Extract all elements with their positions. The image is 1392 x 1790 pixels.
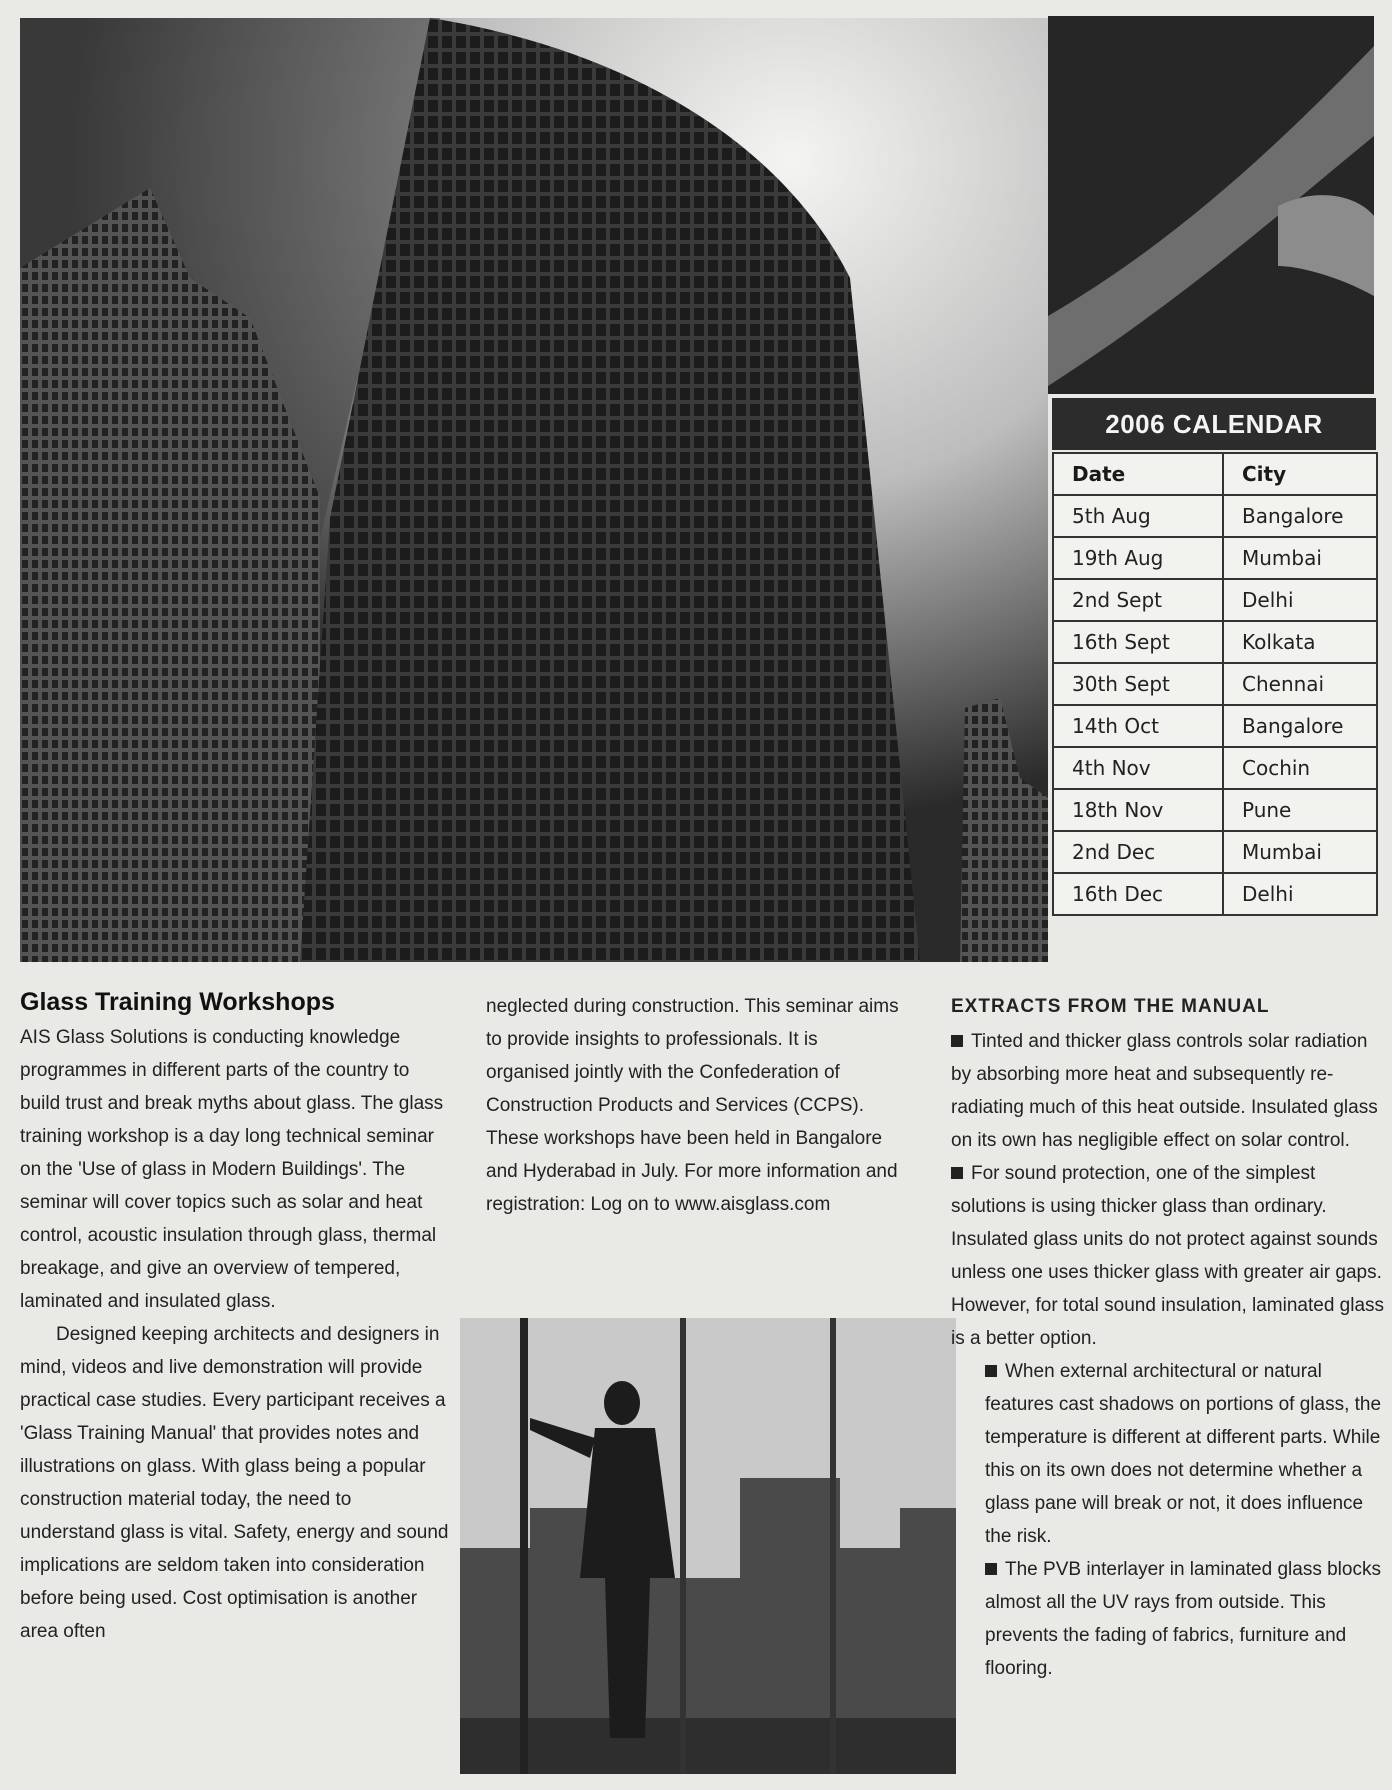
article-paragraph: Designed keeping architects and designers in mind, videos and live demonstration will provide practical case studies. Every participant receives a 'Glass Training Manual' that provides notes and illustrations on glass. With glass being a popular construction material today, the need to understand glass is vital. Safety, energy and sound implications are seldom taken into consideration before being used. Cost optimisation is another area often <box>20 1324 449 1642</box>
calendar-header-row <box>1053 453 1377 495</box>
calendar-row <box>1053 789 1377 831</box>
extract-text: For sound protection, one of the simplest solutions is using thicker glass than ordinary. Insulated glass units do not protect against sounds unless one uses thicker glass with greater air gaps. However, for total sound insulation, laminated glass is a better option. <box>951 1163 1385 1349</box>
calendar-row <box>1053 621 1377 663</box>
building-photo <box>20 18 1048 962</box>
calendar-row <box>1053 495 1377 537</box>
calendar-city: Pune <box>1223 789 1377 831</box>
calendar-city: Delhi <box>1223 873 1377 915</box>
calendar-row <box>1053 705 1377 747</box>
calendar-row <box>1053 747 1377 789</box>
calendar-header-date: Date <box>1053 453 1223 495</box>
extract-item <box>951 1355 1391 1553</box>
article-paragraph: AIS Glass Solutions is conducting knowledge programmes in different parts of the country to build trust and break myths about glass. The glass training workshop is a day long technical seminar on the 'Use of glass in Modern Buildings'. The seminar will cover topics such as solar and heat control, acoustic insulation through glass, thermal breakage, and give an overview of tempered, laminated and insulated glass. <box>20 1027 444 1312</box>
extract-item <box>951 1157 1391 1355</box>
calendar-city: Bangalore <box>1223 495 1377 537</box>
calendar-city: Bangalore <box>1223 705 1377 747</box>
calendar-title: 2006 CALENDAR <box>1052 398 1376 450</box>
square-bullet-icon <box>985 1563 997 1575</box>
calendar-row <box>1053 537 1377 579</box>
extracts-column <box>951 990 1391 1685</box>
calendar-row <box>1053 873 1377 915</box>
calendar-header-city: City <box>1223 453 1377 495</box>
extract-text: Tinted and thicker glass controls solar radiation by absorbing more heat and subsequently re-radiating much of this heat outside. Insulated glass on its own has negligible effect on solar control. <box>951 1031 1378 1151</box>
square-bullet-icon <box>951 1035 963 1047</box>
calendar-city: Delhi <box>1223 579 1377 621</box>
calendar-row <box>1053 831 1377 873</box>
calendar-date: 18th Nov <box>1053 789 1223 831</box>
extracts-heading: EXTRACTS FROM THE MANUAL <box>951 996 1270 1017</box>
square-bullet-icon <box>985 1365 997 1377</box>
calendar-date: 5th Aug <box>1053 495 1223 537</box>
calendar-date: 30th Sept <box>1053 663 1223 705</box>
article-column-1 <box>20 985 450 1648</box>
calendar-city: Mumbai <box>1223 831 1377 873</box>
calendar-date: 16th Sept <box>1053 621 1223 663</box>
calendar-date: 2nd Sept <box>1053 579 1223 621</box>
calendar-city: Chennai <box>1223 663 1377 705</box>
calendar-date: 19th Aug <box>1053 537 1223 579</box>
extract-text: When external architectural or natural features cast shadows on portions of glass, the temperature is different at different parts. While this on its own does not determine whether a glass pane will break or not, it does influence the risk. <box>985 1361 1382 1547</box>
article-paragraph: neglected during construction. This seminar aims to provide insights to professionals. It is organised jointly with the Confederation of Construction Products and Services (CCPS). These workshops have been held in Bangalore and Hyderabad in July. For more information and registration: Log on to www.aisglass.com <box>486 996 899 1215</box>
calendar-date: 2nd Dec <box>1053 831 1223 873</box>
extract-item <box>951 1553 1391 1685</box>
calendar-date: 4th Nov <box>1053 747 1223 789</box>
square-bullet-icon <box>951 1167 963 1179</box>
man-at-window-photo <box>460 1318 956 1774</box>
article-headline: Glass Training Workshops <box>20 988 335 1016</box>
calendar-table <box>1052 452 1378 916</box>
architecture-detail-photo <box>1048 16 1374 394</box>
calendar-row <box>1053 579 1377 621</box>
calendar-city: Cochin <box>1223 747 1377 789</box>
extract-item <box>951 1025 1391 1157</box>
calendar-date: 14th Oct <box>1053 705 1223 747</box>
calendar-city: Kolkata <box>1223 621 1377 663</box>
article-column-2 <box>486 990 906 1221</box>
calendar-date: 16th Dec <box>1053 873 1223 915</box>
calendar-row <box>1053 663 1377 705</box>
extract-text: The PVB interlayer in laminated glass blocks almost all the UV rays from outside. This prevents the fading of fabrics, furniture and flooring. <box>985 1559 1381 1679</box>
calendar-city: Mumbai <box>1223 537 1377 579</box>
